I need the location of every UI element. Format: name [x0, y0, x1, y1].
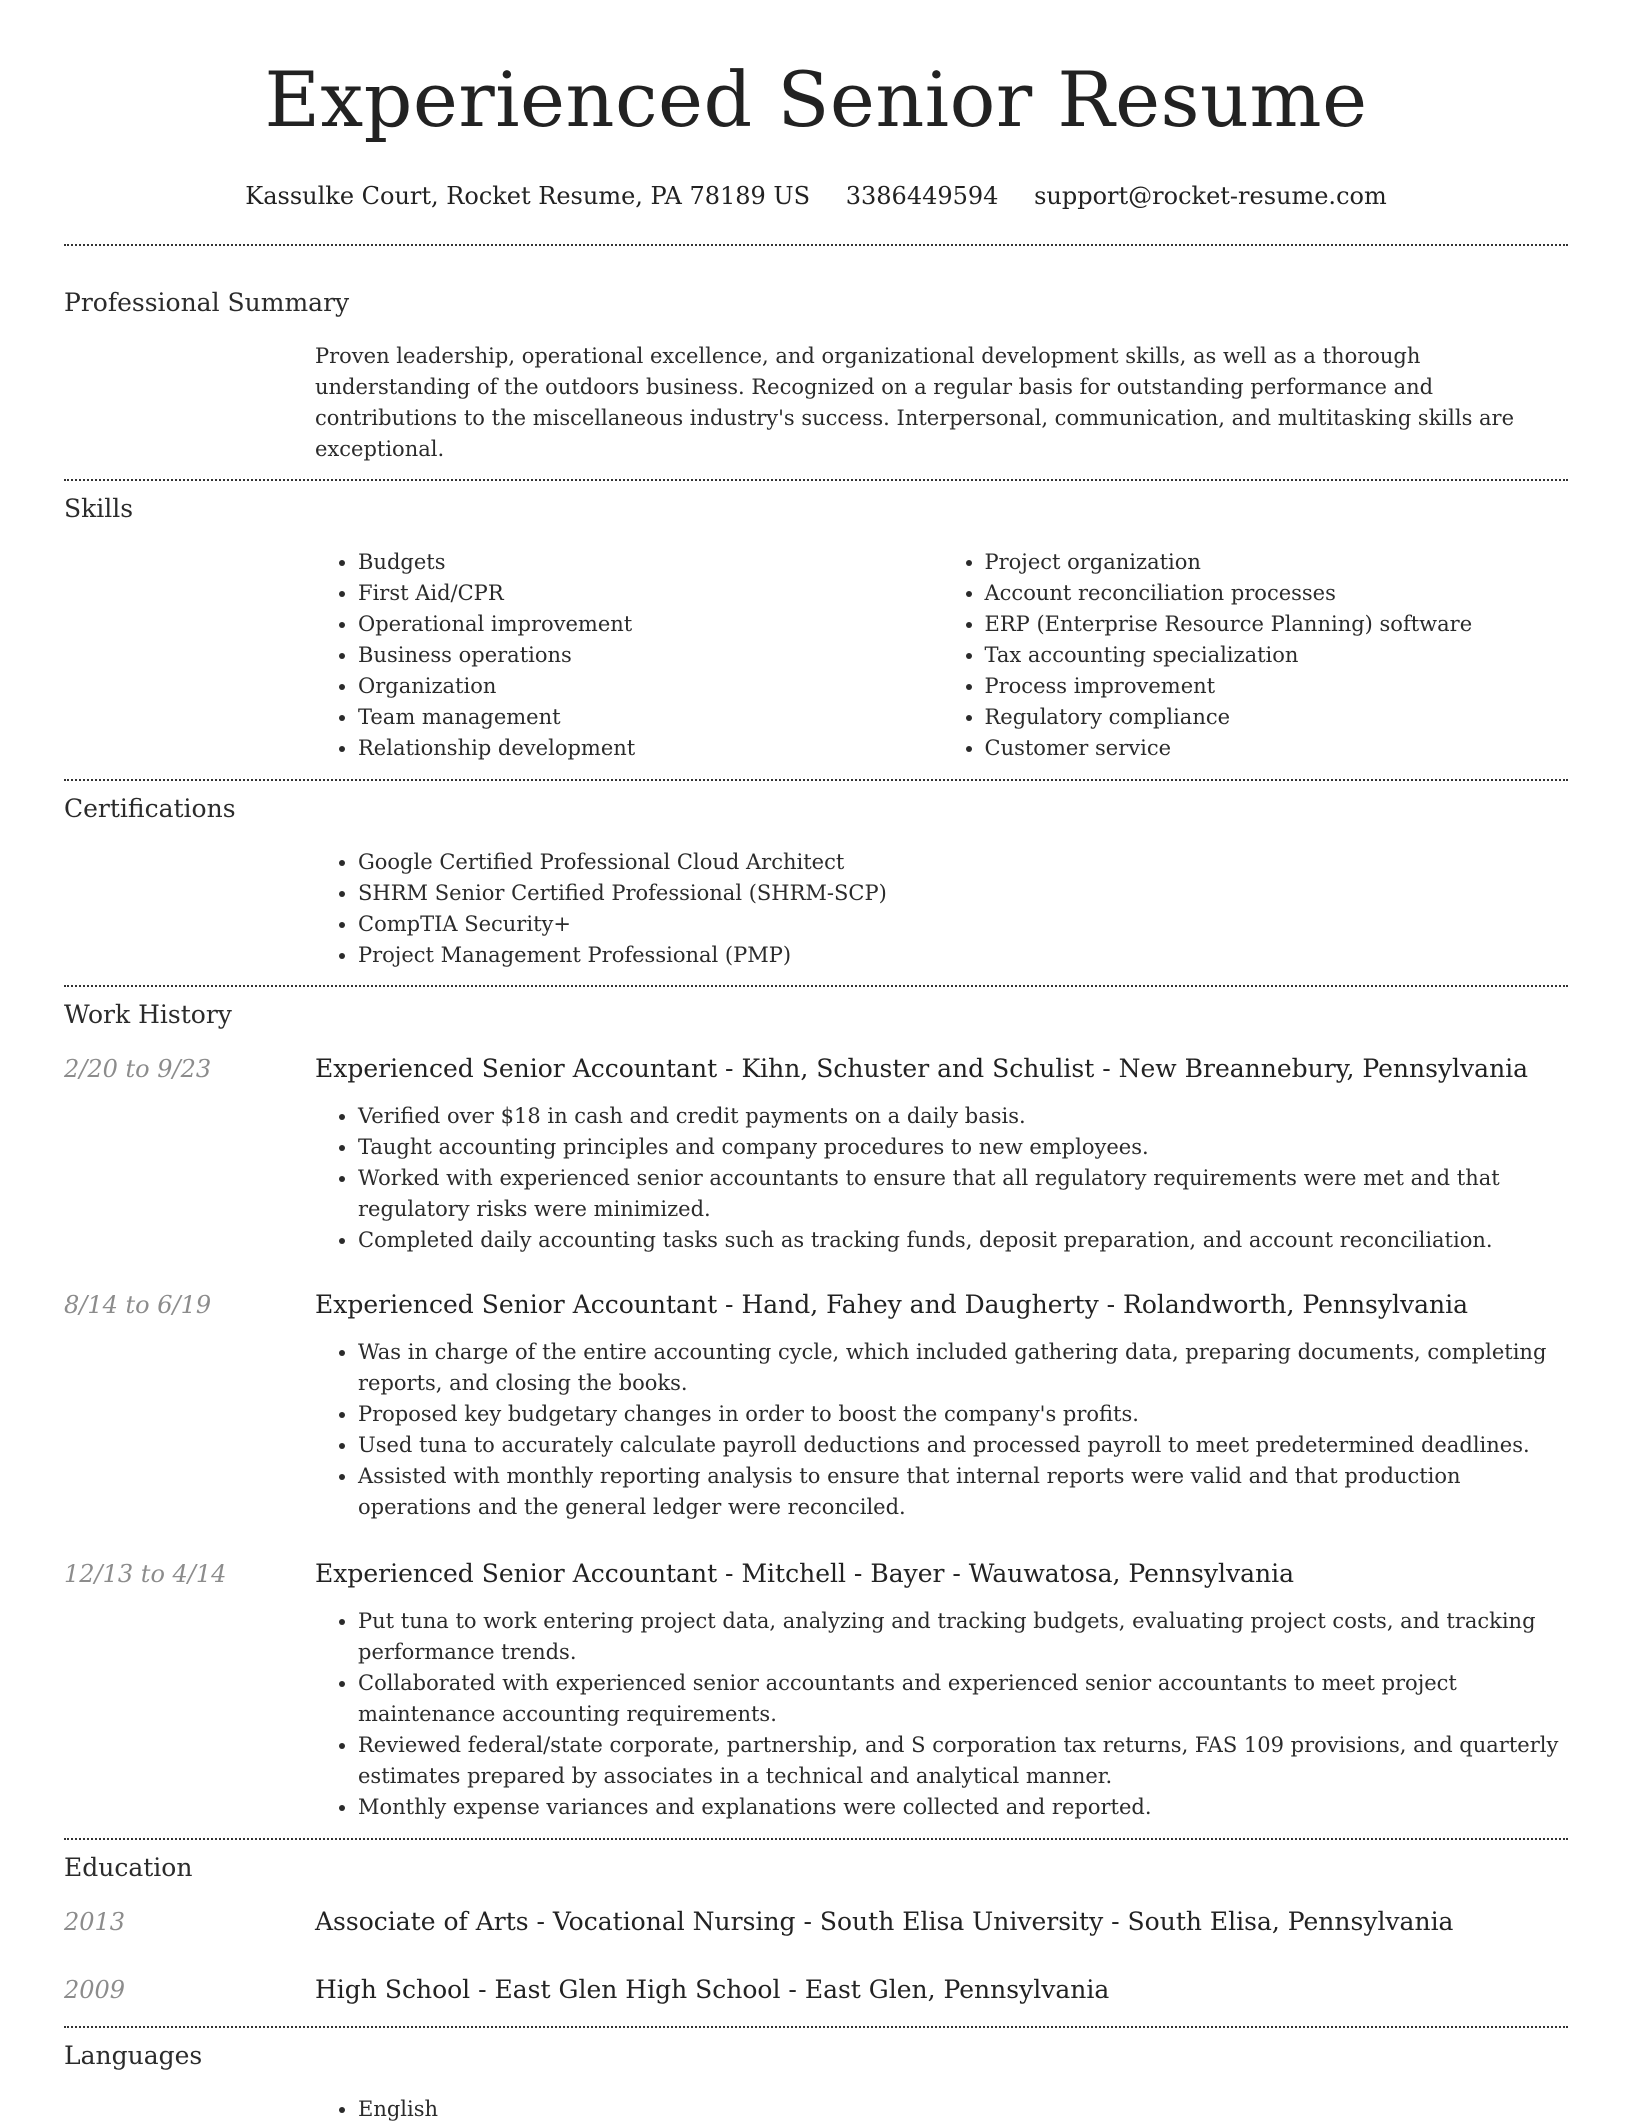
job-bullet: • Taught accounting principles and company procedures to new employees. — [358, 1132, 1568, 1163]
certifications-title: Certifications — [64, 794, 236, 823]
education-entry — [64, 1906, 1568, 1938]
job-bullet: • Collaborated with experienced senior accountants and experienced senior accountants to meet project maintenance accounting requirements. — [358, 1668, 1568, 1730]
summary-section — [64, 287, 1568, 465]
skills-title: Skills — [64, 494, 134, 523]
job-bullet: • Proposed key budgetary changes in order to boost the company's profits. — [358, 1399, 1568, 1430]
resume-header — [64, 0, 1568, 212]
job-title: Experienced Senior Accountant - Hand, Fahey and Daugherty - Rolandworth, Pennsylvania — [315, 1290, 1469, 1319]
summary-text: Proven leadership, operational excellence, and organizational development skills, as well as a thorough understanding of the outdoors business. Recognized on a regular basis for outstanding performance and contributions to the miscellaneous industry's success. Interpersonal, communication, and multitasking skills are exceptional. — [315, 344, 1515, 461]
job-title: Experienced Senior Accountant - Mitchell - Bayer - Wauwatosa, Pennsylvania — [315, 1559, 1295, 1588]
education-title-text: Associate of Arts - Vocational Nursing - South Elisa University - South Elisa, Pennsylvania — [315, 1907, 1454, 1936]
certification-item: • Google Certified Professional Cloud Architect — [358, 847, 1568, 878]
certifications-body — [315, 847, 1568, 971]
skill-item: • Customer service — [985, 733, 1569, 764]
skill-item: • Operational improvement — [358, 609, 942, 640]
education-section — [64, 1852, 1568, 2006]
job-bullets — [315, 1337, 1568, 1523]
section-divider — [64, 244, 1568, 246]
skill-item: • Business operations — [358, 640, 942, 671]
job-header — [64, 1558, 1568, 1590]
skill-item: • Tax accounting specialization — [985, 640, 1569, 671]
job-entry — [64, 1558, 1568, 1823]
job-dates: 2/20 to 9/23 — [64, 1055, 212, 1083]
skill-item: • Process improvement — [985, 671, 1569, 702]
job-bullet: • Assisted with monthly reporting analysis to ensure that internal reports were valid and that production operations and the general ledger were reconciled. — [358, 1461, 1568, 1523]
contact-address: Kassulke Court, Rocket Resume, PA 78189 US — [245, 182, 811, 210]
section-divider — [64, 2026, 1568, 2028]
resume-page — [64, 0, 1568, 2125]
job-bullet: • Was in charge of the entire accounting cycle, which included gathering data, preparing documents, completing reports, and closing the books. — [358, 1337, 1568, 1399]
job-dates: 12/13 to 4/14 — [64, 1560, 227, 1588]
resume-name: Experienced Senior Resume — [264, 55, 1368, 144]
section-divider — [64, 479, 1568, 481]
languages-list — [315, 2094, 1568, 2125]
job-bullet: • Put tuna to work entering project data, analyzing and tracking budgets, evaluating project costs, and tracking performance trends. — [358, 1606, 1568, 1668]
job-header — [64, 1053, 1568, 1085]
skills-list-right — [942, 547, 1569, 764]
job-bullet: • Completed daily accounting tasks such as tracking funds, deposit preparation, and account reconciliation. — [358, 1225, 1568, 1256]
contact-phone: 3386449594 — [845, 182, 999, 210]
job-bullet: • Monthly expense variances and explanations were collected and reported. — [358, 1792, 1568, 1823]
summary-title: Professional Summary — [64, 288, 350, 317]
job-header — [64, 1289, 1568, 1321]
job-bullet-list — [315, 1337, 1568, 1523]
skill-item: • ERP (Enterprise Resource Planning) software — [985, 609, 1569, 640]
job-bullet: • Reviewed federal/state corporate, partnership, and S corporation tax returns, FAS 109 provisions, and quarterly estimates prepared by associates in a technical and analytical manner. — [358, 1730, 1568, 1792]
skill-item: • Project organization — [985, 547, 1569, 578]
education-entry — [64, 1974, 1568, 2006]
skills-section — [64, 493, 1568, 764]
job-bullet-list — [315, 1606, 1568, 1823]
job-bullet: • Worked with experienced senior accountants to ensure that all regulatory requirements were met and that regulatory risks were minimized. — [358, 1163, 1568, 1225]
section-divider — [64, 779, 1568, 781]
skill-item: • Account reconciliation processes — [985, 578, 1569, 609]
certification-item: • Project Management Professional (PMP) — [358, 940, 1568, 971]
skill-item: • Team management — [358, 702, 942, 733]
languages-body — [315, 2094, 1568, 2125]
education-title-text: High School - East Glen High School - East Glen, Pennsylvania — [315, 1975, 1110, 2004]
job-entry — [64, 1053, 1568, 1256]
skill-item: • First Aid/CPR — [358, 578, 942, 609]
skill-item: • Organization — [358, 671, 942, 702]
certification-item: • CompTIA Security+ — [358, 909, 1568, 940]
job-bullet: • Verified over $18 in cash and credit payments on a daily basis. — [358, 1101, 1568, 1132]
education-year: 2009 — [64, 1976, 126, 2004]
languages-title: Languages — [64, 2041, 203, 2070]
work-history-title: Work History — [64, 1000, 232, 1029]
section-divider — [64, 1838, 1568, 1840]
job-bullets — [315, 1606, 1568, 1823]
job-bullets — [315, 1101, 1568, 1256]
certifications-list — [315, 847, 1568, 971]
contact-line — [64, 180, 1568, 212]
skills-list-left — [315, 547, 942, 764]
skills-grid — [315, 547, 1568, 764]
education-year: 2013 — [64, 1908, 126, 1936]
job-dates: 8/14 to 6/19 — [64, 1291, 212, 1319]
job-entry — [64, 1289, 1568, 1523]
certification-item: • SHRM Senior Certified Professional (SHRM-SCP) — [358, 878, 1568, 909]
skill-item: • Budgets — [358, 547, 942, 578]
languages-section — [64, 2040, 1568, 2125]
job-bullet: • Used tuna to accurately calculate payroll deductions and processed payroll to meet predetermined deadlines. — [358, 1430, 1568, 1461]
certifications-section — [64, 793, 1568, 971]
job-bullet-list — [315, 1101, 1568, 1256]
language-item: • English — [358, 2094, 1568, 2125]
education-title: Education — [64, 1853, 193, 1882]
job-title: Experienced Senior Accountant - Kihn, Schuster and Schulist - New Breannebury, Pennsylvania — [315, 1054, 1529, 1083]
section-divider — [64, 985, 1568, 987]
work-history-section — [64, 999, 1568, 1823]
skill-item: • Regulatory compliance — [985, 702, 1569, 733]
contact-email: support@rocket-resume.com — [1034, 182, 1387, 210]
skill-item: • Relationship development — [358, 733, 942, 764]
